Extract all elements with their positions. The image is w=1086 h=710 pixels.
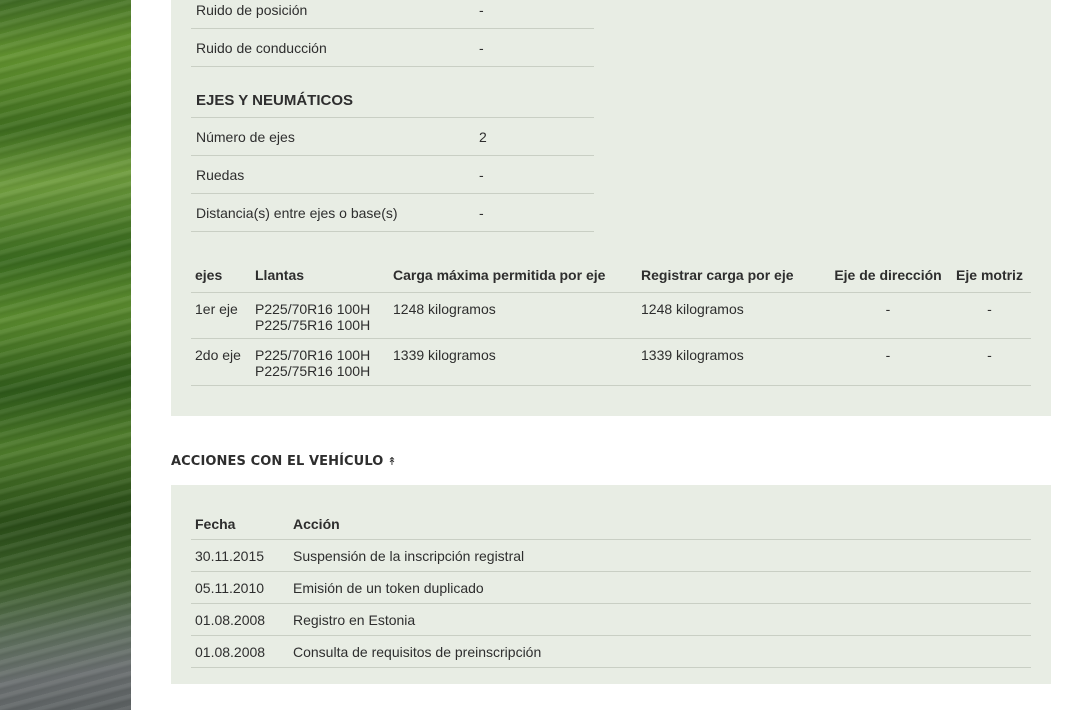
- spec-label: Número de ejes: [196, 128, 295, 145]
- action-description: Emisión de un token duplicado: [293, 579, 484, 596]
- spec-value: -: [479, 1, 484, 18]
- action-date: 30.11.2015: [195, 547, 265, 564]
- steering-axle: -: [885, 347, 891, 363]
- action-date: 01.08.2008: [195, 611, 266, 628]
- column-header: ejes: [195, 267, 223, 283]
- axle-table: [191, 258, 1031, 386]
- table-row: [191, 604, 1031, 636]
- steering-axle: -: [885, 301, 891, 317]
- tires-cell: [255, 347, 393, 379]
- column-header: Llantas: [255, 267, 305, 283]
- action-description: Suspensión de la inscripción registral: [293, 547, 525, 564]
- axle-name: 1er eje: [195, 301, 238, 317]
- tire-size: P225/75R16 100H: [255, 317, 371, 333]
- actions-section-title: ACCIONES CON EL VEHÍCULO: [171, 454, 384, 469]
- column-header: Fecha: [195, 515, 236, 532]
- axle-name: 2do eje: [195, 347, 241, 363]
- column-header: Eje motriz: [956, 267, 1023, 283]
- max-load: 1339 kilogramos: [393, 347, 496, 363]
- tire-size: P225/70R16 100H: [255, 301, 371, 317]
- double-chevron-up-icon: ↟: [387, 455, 397, 468]
- spec-row-wheels: [191, 156, 594, 194]
- tires-cell: [255, 301, 393, 333]
- column-header: Carga máxima permitida por eje: [393, 267, 606, 283]
- spec-row-position-noise: [191, 0, 594, 29]
- actions-table-header: [191, 508, 1031, 540]
- action-date: 05.11.2010: [195, 579, 265, 596]
- technical-data-panel: [171, 0, 1051, 416]
- spec-row-wheelbase: [191, 194, 594, 232]
- max-load: 1248 kilogramos: [393, 301, 496, 317]
- column-header: Eje de dirección: [834, 267, 942, 283]
- column-header: Acción: [293, 515, 340, 532]
- axle-table-header: [191, 258, 1031, 293]
- drive-axle: -: [987, 347, 992, 363]
- table-row: [191, 540, 1031, 572]
- tire-size: P225/70R16 100H: [255, 347, 371, 363]
- background-photo: [0, 0, 131, 710]
- actions-section-toggle[interactable]: [171, 454, 397, 469]
- tire-size: P225/75R16 100H: [255, 363, 371, 379]
- spec-table: [191, 0, 594, 232]
- spec-label: Distancia(s) entre ejes o base(s): [196, 204, 398, 221]
- table-row: [191, 293, 1031, 339]
- action-description: Consulta de requisitos de preinscripción: [293, 643, 542, 660]
- column-header: Registrar carga por eje: [641, 267, 794, 283]
- spec-row-driving-noise: [191, 29, 594, 67]
- spec-value: -: [479, 39, 484, 56]
- spec-row-axle-count: [191, 118, 594, 156]
- axles-section-title: EJES Y NEUMÁTICOS: [191, 67, 594, 118]
- table-row: [191, 636, 1031, 668]
- action-description: Registro en Estonia: [293, 611, 416, 628]
- spec-value: 2: [479, 128, 487, 145]
- actions-table: [191, 508, 1031, 668]
- spec-value: -: [479, 166, 484, 183]
- table-row: [191, 339, 1031, 386]
- spec-label: Ruido de posición: [196, 1, 308, 18]
- actions-panel: [171, 485, 1051, 684]
- action-date: 01.08.2008: [195, 643, 266, 660]
- table-row: [191, 572, 1031, 604]
- spec-value: -: [479, 204, 484, 221]
- spec-label: Ruedas: [196, 166, 245, 183]
- registered-load: 1339 kilogramos: [641, 347, 744, 363]
- drive-axle: -: [987, 301, 992, 317]
- registered-load: 1248 kilogramos: [641, 301, 744, 317]
- spec-label: Ruido de conducción: [196, 39, 327, 56]
